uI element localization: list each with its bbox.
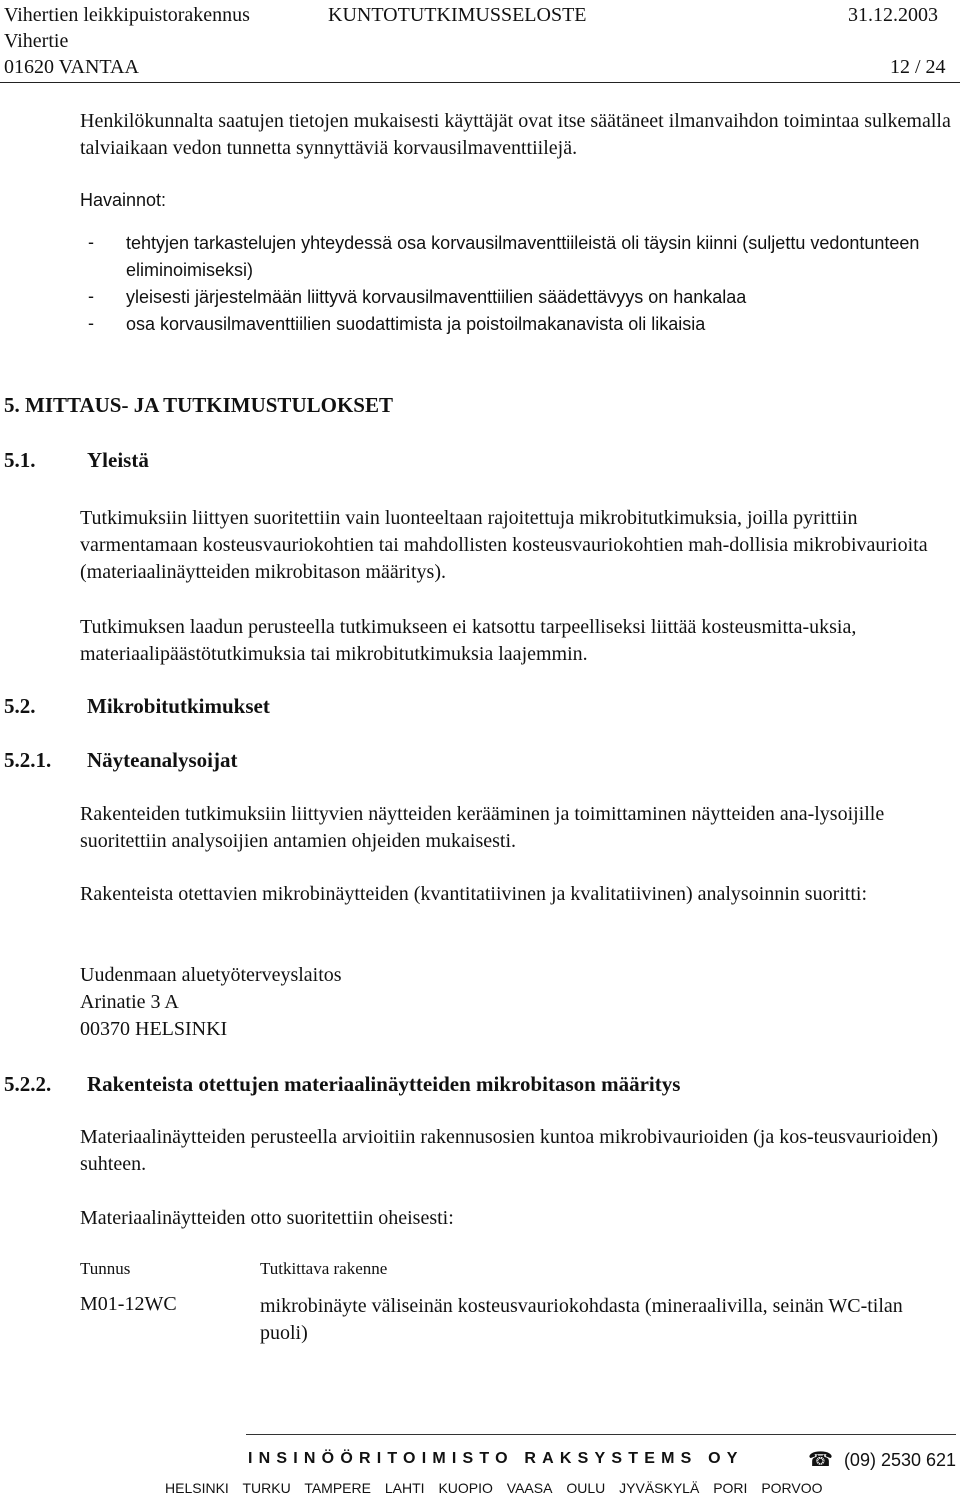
table-header-structure: Tutkittava rakenne [260,1259,388,1278]
header-project: Vihertien leikkipuistorakennus [4,4,250,26]
address-line: Arinatie 3 A [80,991,179,1013]
footer-phone [808,1447,956,1472]
footer-city: TURKU [242,1480,291,1496]
footer-city: LAHTI [384,1480,425,1496]
header-postal: 01620 VANTAA [4,56,139,78]
telephone-icon: ☎ [808,1449,833,1471]
footer-cities [165,1480,833,1496]
header-divider [0,82,960,83]
header-page-number: 12 / 24 [890,56,946,78]
footer-city: OULU [566,1480,606,1496]
footer-company-name: INSINÖÖRITOIMISTO RAKSYSTEMS OY [248,1450,744,1467]
address-line: 00370 HELSINKI [80,1018,228,1040]
section-5-2-1-paragraph-2: Rakenteista otettavien mikrobinäytteiden (kvantitatiivinen ja kvalitatiivinen) analysoinnin suoritti: [80,883,868,905]
footer-phone-number: (09) 2530 621 [843,1450,957,1470]
table-cell-id: M01-12WC [80,1293,177,1315]
section-5-1-number: 5.1. [4,448,36,472]
section-5-2-2-paragraph-1: Materiaalinäytteiden perusteella arvioitiin rakennusosien kuntoa mikrobivaurioiden (ja kos-teusvaurioiden) suhteen. [80,1126,939,1175]
section-5-2-2-title: Rakenteista otettujen materiaalinäytteiden mikrobitason määritys [87,1072,681,1096]
intro-paragraph: Henkilökunnalta saatujen tietojen mukaisesti käyttäjät ovat itse säätäneet ilmanvaihdon toimintaa sulkemalla talviaikaan vedon tunnetta synnyttäviä korvausilmaventtiilejä. [80,110,951,159]
section-5-2-1-paragraph-1: Rakenteiden tutkimuksiin liittyvien näytteiden kerääminen ja toimittaminen näytteiden ana-lysoijille suoritettiin analysoijien antamien ohjeiden mukaisesti. [80,803,885,852]
address-line: Uudenmaan aluetyöterveyslaitos [80,964,342,986]
analyzer-address [80,962,342,1043]
header-report-type: KUNTOTUTKIMUSSELOSTE [328,4,587,26]
section-5-2-2-number: 5.2.2. [4,1072,52,1096]
observation-item: yleisesti järjestelmään liittyvä korvausilmaventtiilien säädettävyys on hankalaa [126,287,747,307]
footer-city: TAMPERE [304,1480,371,1496]
section-5-1-title: Yleistä [87,448,149,472]
bullet-dash: - [88,313,94,333]
section-5-heading: 5. MITTAUS- JA TUTKIMUSTULOKSET [4,393,393,417]
bullet-dash: - [88,232,94,252]
footer-city: VAASA [506,1480,553,1496]
footer-city: PORI [713,1480,748,1496]
section-5-2-title: Mikrobitutkimukset [87,694,270,718]
section-5-2-1-title: Näyteanalysoijat [87,748,238,772]
header-date: 31.12.2003 [848,4,938,26]
section-5-2-2-paragraph-2: Materiaalinäytteiden otto suoritettiin oheisesti: [80,1207,454,1229]
footer-city: PORVOO [761,1480,823,1496]
table-cell-structure: mikrobinäyte väliseinän kosteusvauriokohdasta (mineraalivilla, seinän WC-tilan puoli) [260,1295,903,1344]
footer-city: HELSINKI [165,1480,229,1496]
section-5-2-number: 5.2. [4,694,36,718]
footer-divider [246,1434,956,1435]
observation-item: osa korvausilmaventtiilien suodattimista ja poistoilmakanavista oli likaisia [126,314,706,334]
footer-city: JYVÄSKYLÄ [619,1480,700,1496]
section-5-2-1-number: 5.2.1. [4,748,52,772]
footer-city: KUOPIO [438,1480,493,1496]
bullet-dash: - [88,286,94,306]
table-header-id: Tunnus [80,1259,131,1278]
observations-title: Havainnot: [80,190,167,210]
header-street: Vihertie [4,30,69,52]
observation-item: tehtyjen tarkastelujen yhteydessä osa korvausilmaventtiileistä oli täysin kiinni (suljettu vedontunteen eliminoimiseksi) [126,233,920,280]
section-5-1-paragraph-2: Tutkimuksen laadun perusteella tutkimukseen ei katsottu tarpeelliseksi liittää kosteusmitta-uksia, materiaalipäästötutkimuksia tai mikrobitutkimuksia laajemmin. [80,616,857,665]
section-5-1-paragraph-1: Tutkimuksiin liittyen suoritettiin vain luonteeltaan rajoitettuja mikrobitutkimuksia, joilla pyrittiin varmentamaan kosteusvauriokohtien tai mahdollisten kosteusvauriokohtien mah-dollisia mikrobivaurioita (materiaalinäytteiden mikrobitason määritys). [80,507,928,583]
